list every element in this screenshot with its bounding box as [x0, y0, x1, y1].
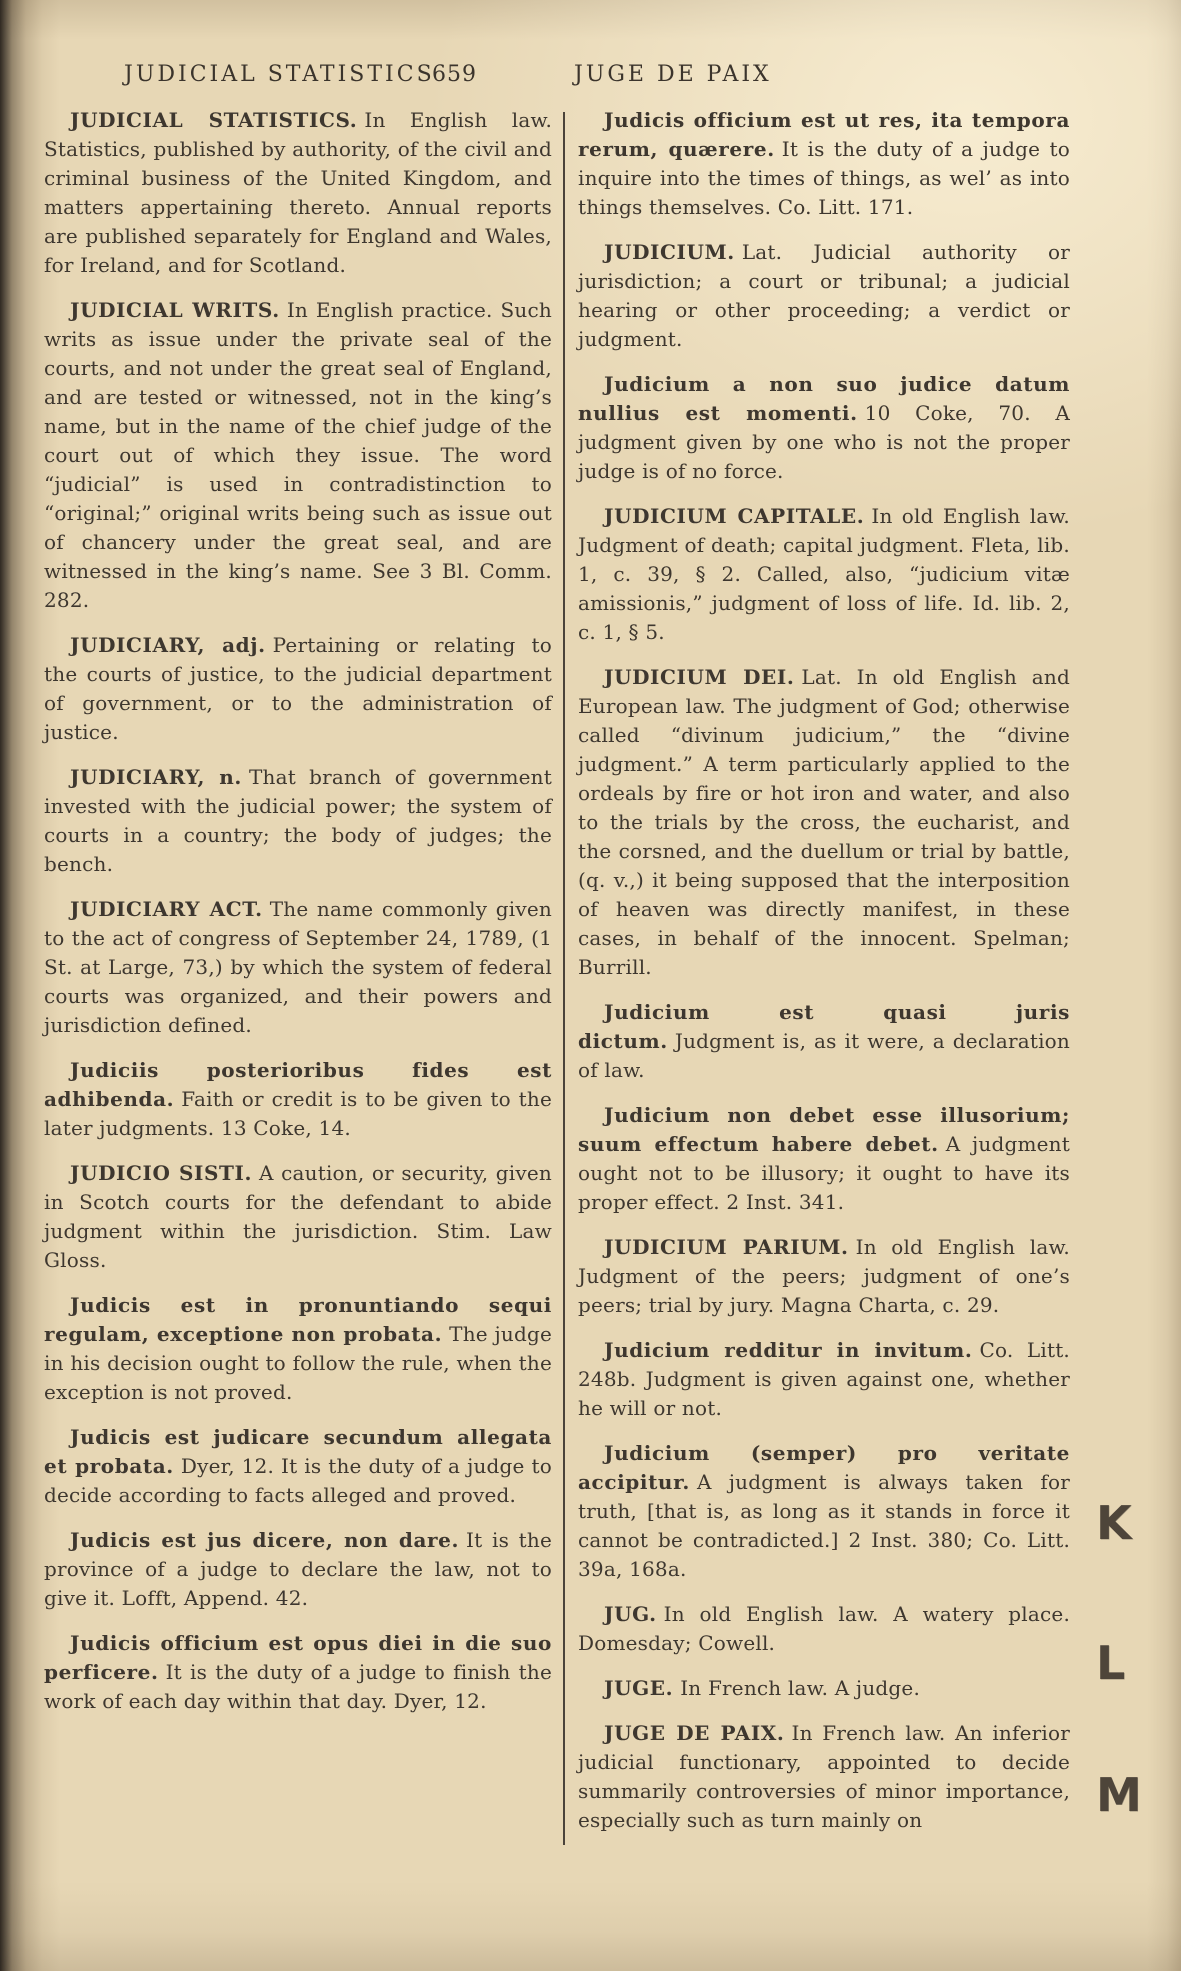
entry-body: It is the duty of a judge to inquire into the times of things, as wel’ as into things themselves. Co. Litt. 171.: [578, 137, 1070, 219]
entry-term: JUDICIAL STATISTICS.: [70, 108, 358, 132]
entry-body: In old English law. Judgment of death; capital judgment. Fleta, lib. 1, c. 39, § 2. Called, also, “judicium vitæ amissionis,” judgment of loss of life. Id. lib. 2, c. 1, § 5.: [578, 504, 1070, 644]
header-right-title: JUGE DE PAIX: [574, 62, 772, 87]
entry-term: Judicis officium est ut res, ita tempora rerum, quærere.: [578, 108, 1070, 161]
page-number: 659: [432, 62, 477, 87]
entry-term: JUG.: [604, 1602, 657, 1626]
dictionary-entry: [44, 106, 552, 280]
entry-body: In French law. A judge.: [680, 1676, 920, 1700]
entry-term: Judicis officium est opus diei in die suo perficere.: [44, 1631, 552, 1684]
dictionary-entry: [578, 106, 1070, 222]
entry-body: In French law. An inferior judicial functionary, appointed to decide summarily controversies of minor importance, especially such as turn mainly on: [578, 1721, 1070, 1832]
entry-term: Judicium redditur in invitum.: [604, 1338, 973, 1362]
dictionary-entry: [578, 1439, 1070, 1584]
entry-term: JUDICIUM PARIUM.: [604, 1235, 849, 1259]
dictionary-entry: [44, 1526, 552, 1613]
entry-term: JUDICIAL WRITS.: [70, 298, 280, 322]
entry-body: The judge in his decision ought to follow the rule, when the exception is not proved.: [44, 1322, 552, 1404]
dictionary-entry: [44, 895, 552, 1040]
dictionary-entry: [578, 1233, 1070, 1320]
dictionary-entry: [44, 631, 552, 747]
entry-term: Judicis est judicare secundum allegata et probata.: [44, 1425, 552, 1478]
entry-body: Lat. In old English and European law. The judgment of God; otherwise called “divinum judicium,” the “divine judgment.” A term particularly applied to the ordeals by fire or hot iron and water, and also to the trials by the cross, the eucharist, and the corsned, and the duellum or trial by battle, (q. v.,) it being supposed that the interposition of heaven was directly manifest, in these cases, in behalf of the innocent. Spelman; Burrill.: [578, 665, 1070, 979]
entry-term: Judicium non debet esse illusorium; suum effectum habere debet.: [578, 1103, 1070, 1156]
entry-body: Faith or credit is to be given to the later judgments. 13 Coke, 14.: [44, 1087, 552, 1140]
dictionary-entry: [578, 998, 1070, 1085]
entry-body: 10 Coke, 70. A judgment given by one who is not the proper judge is of no force.: [578, 401, 1070, 483]
entry-body: In English law. Statistics, published by authority, of the civil and criminal business of the United Kingdom, and matters appertaining thereto. Annual reports are published separately for England and Wales, for Ireland, and for Scotland.: [44, 108, 552, 277]
entry-term: JUDICIARY ACT.: [70, 897, 263, 921]
entry-term: Judicis est in pronuntiando sequi regulam, exceptione non probata.: [44, 1293, 552, 1346]
entry-term: JUDICIARY, n.: [70, 765, 242, 789]
thumb-index-letter-m: M: [1096, 1768, 1142, 1822]
dictionary-entry: [578, 1719, 1070, 1835]
entry-term: Judiciis posterioribus fides est adhibenda.: [44, 1058, 552, 1111]
dictionary-entry: [44, 1291, 552, 1407]
entry-term: Judicium a non suo judice datum nullius est momenti.: [578, 372, 1070, 425]
dictionary-entry: [44, 1159, 552, 1275]
entry-body: In old English law. Judgment of the peers; judgment of one’s peers; trial by jury. Magna Charta, c. 29.: [578, 1235, 1070, 1317]
thumb-index-letter-k: K: [1096, 1496, 1132, 1550]
entry-body: The name commonly given to the act of congress of September 24, 1789, (1 St. at Large, 73,) by which the system of federal courts was organized, and their powers and jurisdiction defined.: [44, 897, 553, 1037]
entry-body: It is the province of a judge to declare the law, not to give it. Lofft, Append. 42.: [44, 1528, 552, 1610]
entry-body: A judgment is always taken for truth, [that is, as long as it stands in force it cannot be contradicted.] 2 Inst. 380; Co. Litt. 39a, 168a.: [578, 1470, 1070, 1581]
entry-term: Judicium (semper) pro veritate accipitur.: [578, 1441, 1070, 1494]
entry-term: Judicium est quasi juris dictum.: [578, 1000, 1070, 1053]
entry-term: JUDICIARY, adj.: [70, 633, 266, 657]
entry-body: That branch of government invested with the judicial power; the system of courts in a country; the body of judges; the bench.: [44, 765, 552, 876]
dictionary-entry: [44, 296, 552, 615]
entry-term: JUDICIO SISTI.: [70, 1161, 253, 1185]
entry-body: Pertaining or relating to the courts of justice, to the judicial department of government, or to the administration of justice.: [44, 633, 553, 744]
column-divider-rule: [563, 112, 565, 1845]
entry-body: It is the duty of a judge to finish the work of each day within that day. Dyer, 12.: [44, 1660, 552, 1713]
entry-term: Judicis est jus dicere, non dare.: [70, 1528, 460, 1552]
entry-term: JUGE DE PAIX.: [604, 1721, 785, 1745]
dictionary-entry: [44, 1056, 552, 1143]
dictionary-entry: [44, 763, 552, 879]
entry-body: Co. Litt. 248b. Judgment is given against one, whether he will or not.: [578, 1338, 1070, 1420]
right-column: [578, 106, 1070, 1851]
entry-body: Dyer, 12. It is the duty of a judge to decide according to facts alleged and proved.: [44, 1454, 552, 1507]
header-left-title: JUDICIAL STATISTICS: [124, 62, 435, 87]
entry-term: JUGE.: [604, 1676, 674, 1700]
entry-body: In old English law. A watery place. Domesday; Cowell.: [578, 1602, 1070, 1655]
dictionary-entry: [578, 1674, 1070, 1703]
dictionary-entry: [578, 1600, 1070, 1658]
entry-body: Lat. Judicial authority or jurisdiction; a court or tribunal; a judicial hearing or other proceeding; a verdict or judgment.: [578, 240, 1070, 351]
dictionary-entry: [578, 663, 1070, 982]
entry-term: JUDICIUM DEI.: [604, 665, 795, 689]
dictionary-entry: [578, 502, 1070, 647]
dictionary-entry: [578, 1336, 1070, 1423]
running-header: [0, 62, 1181, 92]
dictionary-entry: [578, 1101, 1070, 1217]
dictionary-entry: [44, 1423, 552, 1510]
entry-body: A judgment ought not to be illusory; it ought to have its proper effect. 2 Inst. 341.: [578, 1132, 1070, 1214]
entry-body: A caution, or security, given in Scotch courts for the defendant to abide judgment within the jurisdiction. Stim. Law Gloss.: [44, 1161, 552, 1272]
left-column: [44, 106, 552, 1732]
dictionary-entry: [44, 1629, 552, 1716]
entry-term: JUDICIUM.: [604, 240, 735, 264]
entry-body: In English practice. Such writs as issue under the private seal of the courts, and not under the great seal of England, and are tested or witnessed, not in the king’s name, but in the name of the chief judge of the court out of which they issue. The word “judicial” is used in contradistinction to “original;” original writs being such as issue out of chancery under the great seal, and are witnessed in the king’s name. See 3 Bl. Comm. 282.: [44, 298, 552, 612]
dictionary-entry: [578, 238, 1070, 354]
dictionary-entry: [578, 370, 1070, 486]
thumb-index-letter-l: L: [1096, 1636, 1126, 1690]
entry-term: JUDICIUM CAPITALE.: [604, 504, 865, 528]
entry-body: Judgment is, as it were, a declaration of law.: [578, 1029, 1070, 1082]
